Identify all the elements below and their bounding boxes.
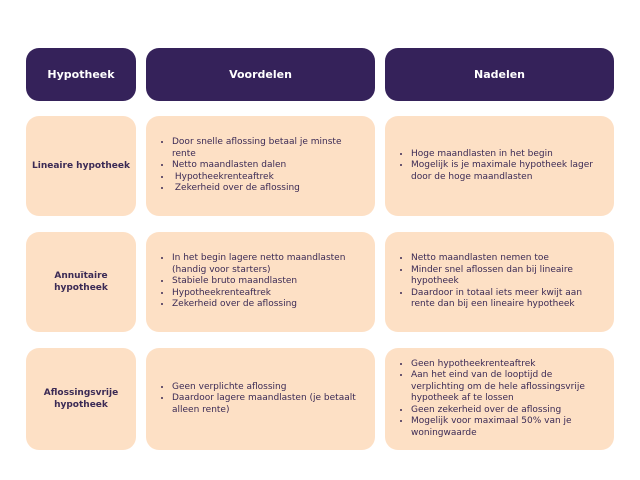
nadelen-list bbox=[399, 253, 604, 311]
row-annuitaire-type bbox=[26, 232, 136, 332]
row-lineaire-nadelen bbox=[385, 116, 614, 216]
list-item: • Geen hypotheekrenteaftrek bbox=[411, 359, 604, 371]
list-item: • Netto maandlasten nemen toe bbox=[411, 253, 604, 265]
list-item: • Stabiele bruto maandlasten bbox=[172, 276, 365, 288]
list-item: • Daardoor lagere maandlasten (je betaalt alleen rente) bbox=[172, 393, 365, 416]
voordelen-list bbox=[160, 382, 365, 417]
row-aflossingsvrije-type bbox=[26, 348, 136, 450]
row-aflossingsvrije-nadelen bbox=[385, 348, 614, 450]
list-item: • Geen zekerheid over de aflossing bbox=[411, 405, 604, 417]
list-item: • Hypotheekrenteaftrek bbox=[172, 288, 365, 300]
list-item: • Mogelijk is je maximale hypotheek lager door de hoge maandlasten bbox=[411, 160, 604, 183]
header-voordelen-label: Voordelen bbox=[229, 68, 292, 81]
voordelen-list bbox=[160, 137, 365, 195]
voordelen-list bbox=[160, 253, 365, 311]
type-label: Lineaire hypotheek bbox=[32, 161, 130, 171]
list-item: • Netto maandlasten dalen bbox=[172, 160, 365, 172]
row-annuitaire-voordelen bbox=[146, 232, 375, 332]
list-item: • Zekerheid over de aflossing bbox=[172, 299, 365, 311]
header-hypotheek bbox=[26, 48, 136, 101]
list-item: • Geen verplichte aflossing bbox=[172, 382, 365, 394]
type-label: Annuïtaire hypotheek bbox=[54, 271, 108, 293]
nadelen-list bbox=[399, 359, 604, 440]
list-item: • Mogelijk voor maximaal 50% van je woningwaarde bbox=[411, 416, 604, 439]
nadelen-list bbox=[399, 149, 604, 184]
list-item: • Aan het eind van de looptijd de verplichting om de hele aflossingsvrije hypotheek af te lossen bbox=[411, 370, 604, 405]
row-lineaire-type bbox=[26, 116, 136, 216]
list-item: • In het begin lagere netto maandlasten (handig voor starters) bbox=[172, 253, 365, 276]
row-annuitaire-nadelen bbox=[385, 232, 614, 332]
header-nadelen bbox=[385, 48, 614, 101]
list-item: • Daardoor in totaal iets meer kwijt aan rente dan bij een lineaire hypotheek bbox=[411, 288, 604, 311]
list-item: • Hoge maandlasten in het begin bbox=[411, 149, 604, 161]
header-hypotheek-label: Hypotheek bbox=[47, 68, 115, 81]
list-item: • Hypotheekrenteaftrek bbox=[172, 172, 365, 184]
list-item: • Zekerheid over de aflossing bbox=[172, 183, 365, 195]
row-lineaire-voordelen bbox=[146, 116, 375, 216]
header-nadelen-label: Nadelen bbox=[473, 68, 526, 81]
row-aflossingsvrije-voordelen bbox=[146, 348, 375, 450]
type-label: Aflossingsvrije hypotheek bbox=[43, 388, 119, 410]
list-item: • Minder snel aflossen dan bij lineaire hypotheek bbox=[411, 265, 604, 288]
header-voordelen bbox=[146, 48, 375, 101]
list-item: • Door snelle aflossing betaal je minste rente bbox=[172, 137, 365, 160]
